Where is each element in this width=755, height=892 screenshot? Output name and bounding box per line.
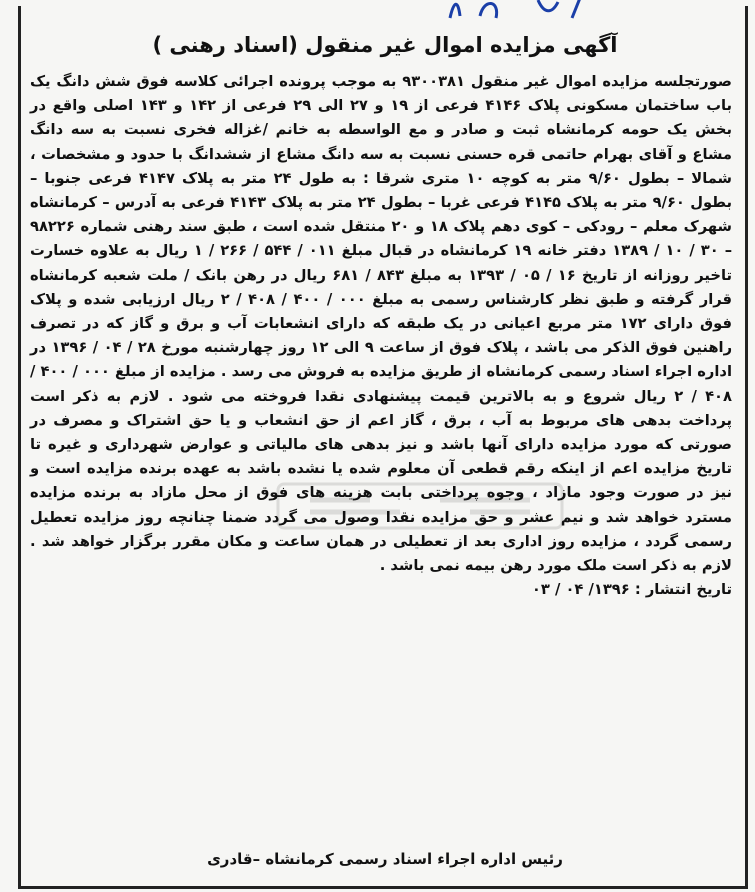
notice-body-text: صورتجلسه مزایده اموال غیر منقول ۹۳۰۰۳۸۱ به موجب پرونده اجرائی کلاسه فوق شش دانگ یک باب ساختمان مسکونی پلاک ۴۱۴۶ فرعی از ۱۹ و ۲۷ الی ۲۹ فرعی از ۱۴۲ و ۱۴۳ اصلی واقع در بخش یک حومه کرمانشاه ثبت و صادر و مع الواسطه به خانم /غزاله فخری نسبت به سه دانگ مشاع و آقای بهرام حاتمی قره حسنی نسبت به سه دانگ مشاع از ششدانگ با حدود و مشخصات ، شمالا – بطول ۹/۶۰ متر به کوچه ۱۰ متری شرقا : به طول ۲۴ متر به پلاک ۴۱۴۷ فرعی جنوبا – بطول ۹/۶۰ متر به پلاک ۴۱۴۵ فرعی غربا – بطول ۲۴ متر به پلاک ۴۱۴۳ فرعی به آدرس – کرمانشاه شهرک معلم – رودکی – کوی دهم پلاک ۱۸ و ۲۰ منتقل شده است ، طبق سند رهنی شماره ۹۸۲۲۶ – ۳۰ / ۱۰ / ۱۳۸۹ دفتر خانه ۱۹ کرمانشاه در قبال مبلغ ۰۱۱ / ۵۴۴ / ۲۶۶ / ۱ ریال به علاوه خسارت تاخیر روزانه از تاریخ ۱۶ / ۰۵ / ۱۳۹۳ به مبلغ ۸۴۳ / ۶۸۱ ریال در رهن بانک / ملت شعبه کرمانشاه قرار گرفته و طبق نظر کارشناس رسمی به مبلغ ۰۰۰ / ۴۰۰ / ۴۰۸ / ۲ ریال ارزیابی شده و پلاک فوق دارای ۱۷۲ متر مربع اعیانی در یک طبقه که دارای انشعابات آب و برق و گاز که در تصرف راهنین فوق الذکر می باشد ، پلاک فوق از ساعت ۹ الی ۱۲ روز چهارشنبه مورخ ۲۸ / ۰۴ / ۱۳۹۶ در اداره اجراء اسناد رسمی کرمانشاه از طریق مزایده به فروش می رسد . مزایده از مبلغ ۰۰۰ / ۴۰۰ / ۴۰۸ / ۲ ریال شروع و به بالاترین قیمت پیشنهادی نقدا فروخته می شود . لازم به ذکر است پرداخت بدهی های مربوط به آب ، برق ، گاز اعم از حق انشعاب و یا حق اشتراک و مصرف در صورتی که مورد مزایده دارای آنها باشد و نیز بدهی های مالیاتی و عوارض شهرداری و غیره تا تاریخ مزایده اعم از اینکه رقم قطعی آن معلوم شده یا نشده باشد به عهده برنده مزایده است و نیز در صورت وجود مازاد ، وجوه پرداختی بابت هزینه های فوق از محل مازاد به برنده مزایده مسترد خواهد شد و نیم عشر و حق مزایده نقدا وصول می گردد ضمنا چنانچه روز مزایده تعطیل رسمی گردد ، مزایده روز اداری بعد از تعطیلی در همان ساعت و مکان مقرر برگزار خواهد شد . لازم به ذکر است ملک مورد رهن بیمه نمی باشد . (30, 73, 733, 575)
notice-title: آگهی مزایده اموال غیر منقول (اسناد رهنی ) (152, 33, 618, 57)
notice-body (30, 70, 732, 602)
signature-line: رئیس اداره اجراء اسناد رسمی کرمانشاه –قادری (207, 850, 563, 868)
publication-date: تاریخ انتشار : ۱۳۹۶/ ۰۴ / ۰۳ (531, 581, 732, 599)
handwritten-mark (440, 0, 600, 22)
